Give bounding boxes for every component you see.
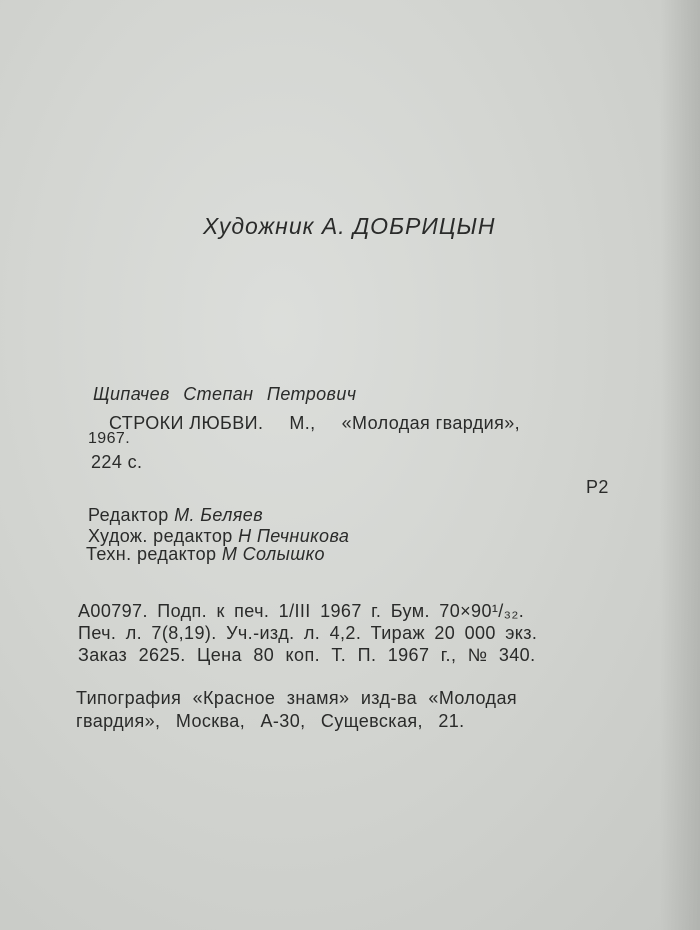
imprint-line-3: Заказ 2625. Цена 80 коп. Т. П. 1967 г., № 340. bbox=[78, 645, 536, 665]
editor-name: М. Беляев bbox=[174, 505, 263, 525]
artist-name: А. ДОБРИЦЫН bbox=[321, 213, 496, 239]
tech-editor-name: М Солышко bbox=[221, 544, 325, 564]
classification-code: Р2 bbox=[586, 477, 609, 497]
publisher-name: «Молодая гвардия», bbox=[341, 413, 521, 433]
artist-credit bbox=[203, 213, 496, 240]
author-name: Щипачев Степан Петрович bbox=[93, 384, 357, 404]
imprint-line-1: А00797. Подп. к печ. 1/III 1967 г. Бум. 70×90¹/₃₂. bbox=[78, 601, 525, 621]
editor-role: Редактор bbox=[88, 505, 169, 525]
printer-line-1: Типография «Красное знамя» изд-ва «Молодая bbox=[76, 688, 518, 708]
page-count: 224 с. bbox=[91, 452, 143, 472]
art-editor-role: Худож. редактор bbox=[88, 526, 233, 546]
book-title: СТРОКИ ЛЮБВИ. bbox=[109, 413, 264, 433]
printer-line-2: гвардия», Москва, А-30, Сущевская, 21. bbox=[76, 711, 465, 731]
publisher-city: М., bbox=[289, 413, 316, 433]
art-editor-name: Н Печникова bbox=[238, 526, 350, 546]
imprint-line-2: Печ. л. 7(8,19). Уч.-изд. л. 4,2. Тираж 20 000 экз. bbox=[78, 623, 538, 643]
artist-role: Художник bbox=[203, 213, 315, 239]
catalog-title-line bbox=[109, 413, 520, 434]
tech-editor-credit bbox=[86, 544, 325, 565]
editor-credit bbox=[88, 505, 263, 526]
publication-year: 1967. bbox=[88, 430, 131, 447]
tech-editor-role: Техн. редактор bbox=[86, 544, 217, 564]
